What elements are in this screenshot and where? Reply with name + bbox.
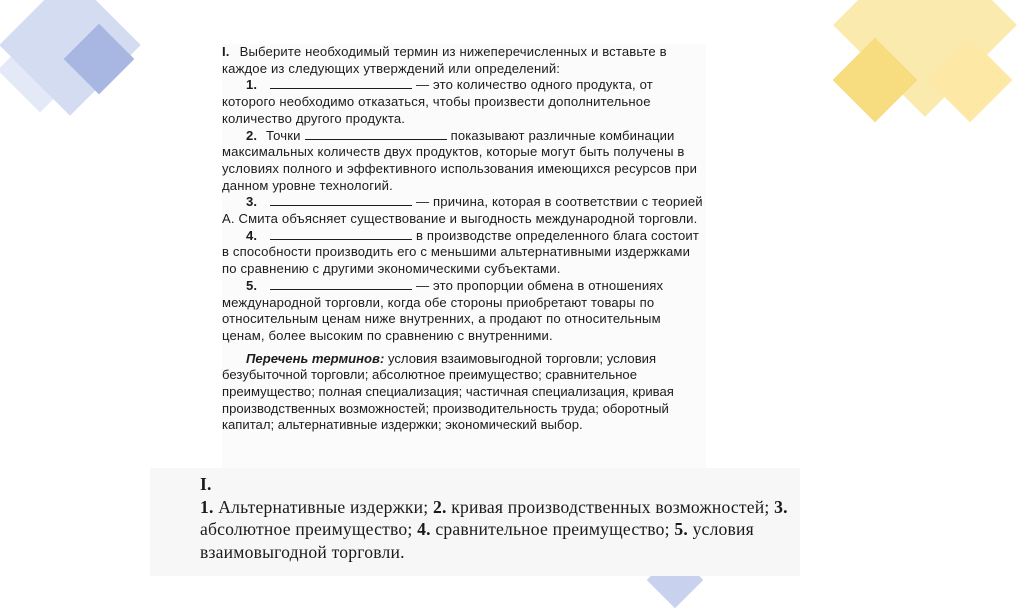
answer-entry-text: кривая производственных возможностей;: [451, 496, 770, 517]
item-text: показывают различные комбинации максимальных количеств двух продуктов, которые могут быть получены в условиях полного и эффективного использования имеющихся ресурсов при данном уровне технологий.: [222, 127, 698, 193]
item-number: 4.: [246, 227, 258, 243]
task-item: [222, 128, 706, 195]
terms-list: [222, 351, 706, 435]
answer-entry-number: 2.: [433, 496, 447, 517]
item-text: — это количество одного продукта, от которого необходимо отказаться, чтобы произвести дополнительное количество другого продукта.: [222, 77, 653, 126]
item-number: 2.: [246, 127, 258, 143]
item-number: 5.: [246, 277, 258, 293]
answer-heading: [200, 473, 800, 496]
answer-block: [150, 468, 800, 576]
task-heading: [222, 44, 706, 77]
terms-text: условия взаимовыгодной торговли; условия безубыточной торговли; абсолютное преимущество; сравнительное преимущество; полная специализация; частичная специализация, кривая производственных возможностей; производительность труда; оборотный капитал; альтернативные издержки; экономический выбор.: [222, 350, 674, 433]
task-item: [222, 278, 706, 345]
answer-entry-number: 1.: [200, 496, 214, 517]
task-item: [222, 77, 706, 127]
answer-blank: [270, 78, 412, 89]
answer-blank: [305, 129, 447, 140]
task-instruction: Выберите необходимый термин из нижеперечисленных и вставьте в каждое из следующих утверждений или определений:: [222, 44, 667, 76]
answer-blank: [270, 229, 412, 240]
terms-label: Перечень терминов:: [246, 350, 385, 366]
item-text: — причина, которая в соответствии с теорией А. Смита объясняет существование и выгодность международной торговли.: [222, 194, 703, 227]
task-scan: [222, 44, 706, 468]
item-pre: Точки: [266, 127, 301, 143]
answer-entry-text: сравнительное преимущество;: [435, 519, 670, 539]
item-text: — это пропорции обмена в отношениях международной торговли, когда обе стороны приобретают товары по относительным ценам ниже внутренних, а продают по относительным ценам, более высоким по сравнению с внутренними.: [222, 277, 664, 343]
answer-entry-text: абсолютное преимущество;: [200, 519, 413, 539]
answer-entry-number: 3.: [774, 496, 788, 517]
answer-number: I.: [200, 474, 212, 494]
item-text: в производстве определенного блага состоит в способности производить его с меньшими альтернативными издержками по сравнению с другими экономическими субъектами.: [222, 227, 699, 277]
answer-blank: [270, 195, 412, 206]
answer-blank: [270, 279, 412, 290]
task-item: [222, 228, 706, 278]
answer-text: [200, 496, 800, 564]
answer-entry-number: 4.: [417, 519, 431, 539]
task-number: I.: [222, 44, 230, 59]
answer-entry-number: 5.: [674, 519, 688, 539]
task-item: [222, 194, 706, 227]
item-number: 3.: [246, 194, 258, 210]
answer-entry-text: Альтернативные издержки;: [218, 496, 429, 517]
item-number: 1.: [246, 77, 258, 93]
answer-entry-text: условия взаимовыгодной торговли.: [200, 519, 754, 562]
